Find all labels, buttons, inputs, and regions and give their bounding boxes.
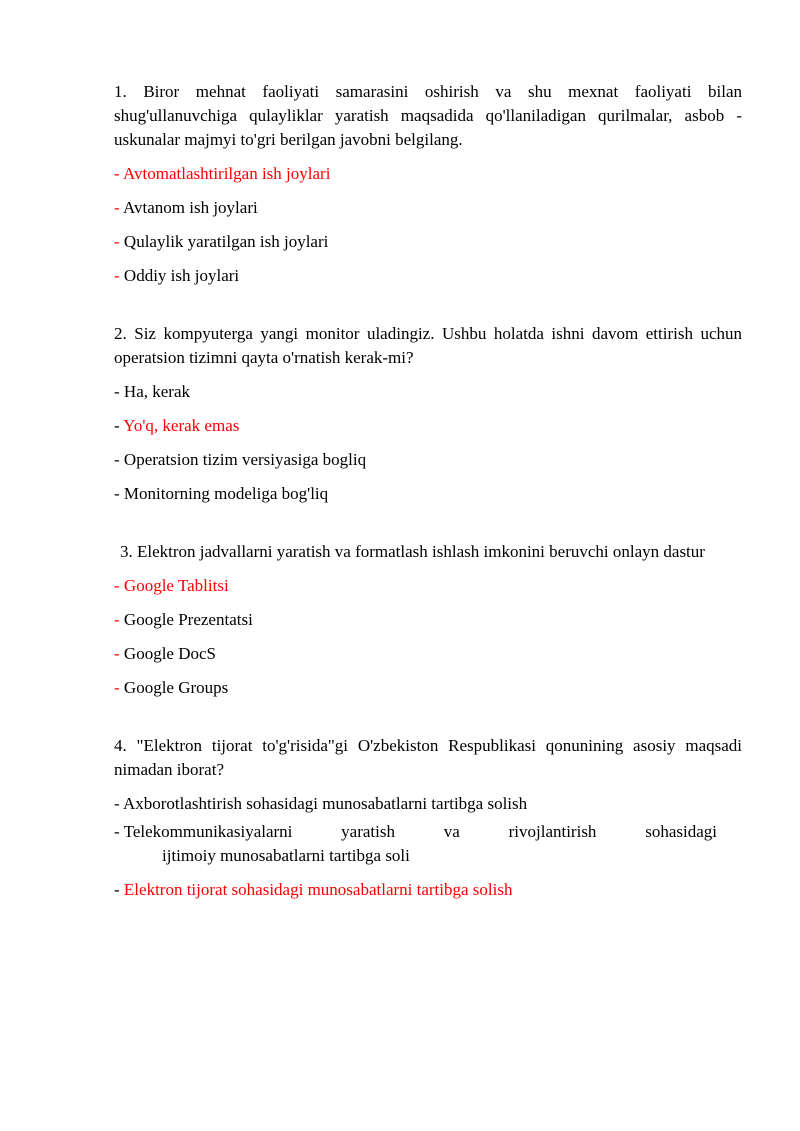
q2-option-3-text: Operatsion tizim versiyasiga bogliq <box>123 450 367 469</box>
q3-option-4-text: Google Groups <box>123 678 229 697</box>
option-dash: - <box>114 450 120 469</box>
option-dash: - <box>114 198 120 217</box>
q3-option-1-text: Google Tablitsi <box>123 576 229 595</box>
q4-option-3 <box>114 878 742 902</box>
q1-option-1-text: Avtomatlashtirilgan ish joylari <box>122 164 331 183</box>
q1-option-3-text: Qulaylik yaratilgan ish joylari <box>123 232 329 251</box>
q4-option-2-word-4: rivojlantirish <box>508 822 597 841</box>
document-page <box>114 80 742 902</box>
q3-option-1 <box>114 574 742 598</box>
question-2 <box>114 322 742 506</box>
question-3 <box>114 540 742 700</box>
q4-option-1-text: Axborotlashtirish sohasidagi munosabatlarni tartibga solish <box>122 794 528 813</box>
option-dash: - <box>114 382 120 401</box>
q3-option-2 <box>114 608 742 632</box>
q1-option-4-text: Oddiy ish joylari <box>123 266 240 285</box>
option-dash: - <box>114 576 120 595</box>
option-dash: - <box>114 484 120 503</box>
option-dash: - <box>114 678 120 697</box>
q4-option-2 <box>114 820 742 868</box>
q3-option-3 <box>114 642 742 666</box>
option-dash: - <box>114 644 120 663</box>
q4-option-2-word-2: yaratish <box>341 822 395 841</box>
option-dash: - <box>114 822 120 841</box>
q4-option-3-text: Elektron tijorat sohasidagi munosabatlarni tartibga solish <box>123 880 513 899</box>
q1-option-1 <box>114 162 742 186</box>
q4-option-1 <box>114 792 742 816</box>
q4-option-2-word-1: Telekommunikasiyalarni <box>123 822 293 841</box>
q1-option-3 <box>114 230 742 254</box>
q2-option-4 <box>114 482 742 506</box>
option-dash: - <box>114 164 120 183</box>
question-2-text: 2. Siz kompyuterga yangi monitor uladingiz. Ushbu holatda ishni davom ettirish uchun operatsion tizimni qayta o'rnatish kerak-mi? <box>114 324 742 367</box>
q4-option-2-word-5: sohasidagi <box>645 822 717 841</box>
option-dash: - <box>114 880 120 899</box>
q1-option-2 <box>114 196 742 220</box>
question-3-text: 3. Elektron jadvallarni yaratish va formatlash ishlash imkonini beruvchi onlayn dastur <box>120 542 705 561</box>
question-1 <box>114 80 742 288</box>
q2-option-3 <box>114 448 742 472</box>
q4-option-2-word-3: va <box>443 822 460 841</box>
question-4-text: 4. "Elektron tijorat to'g'risida"gi O'zbekiston Respublikasi qonunining asosiy maqsadi nimadan iborat? <box>114 736 742 779</box>
q2-option-4-text: Monitorning modeliga bog'liq <box>123 484 329 503</box>
option-dash: - <box>114 266 120 285</box>
question-4 <box>114 734 742 902</box>
option-dash: - <box>114 416 120 435</box>
option-dash: - <box>114 232 120 251</box>
q2-option-1 <box>114 380 742 404</box>
q2-option-1-text: Ha, kerak <box>123 382 190 401</box>
q1-option-4 <box>114 264 742 288</box>
option-dash: - <box>114 610 120 629</box>
question-1-text: 1. Biror mehnat faoliyati samarasini oshirish va shu mexnat faoliyati bilan shug'ullanuvchiga qulayliklar yaratish maqsadida qo'llaniladigan qurilmalar, asbob -uskunalar majmyi to'gri berilgan javobni belgilang. <box>114 82 742 149</box>
q3-option-3-text: Google DocS <box>123 644 216 663</box>
q2-option-2-text: Yo'q, kerak emas <box>123 416 240 435</box>
option-dash: - <box>114 794 120 813</box>
q3-option-4 <box>114 676 742 700</box>
q1-option-2-text: Avtanom ish joylari <box>122 198 258 217</box>
q2-option-2 <box>114 414 742 438</box>
q4-option-2-continuation: ijtimoiy munosabatlarni tartibga soli <box>162 846 410 865</box>
q3-option-2-text: Google Prezentatsi <box>123 610 253 629</box>
